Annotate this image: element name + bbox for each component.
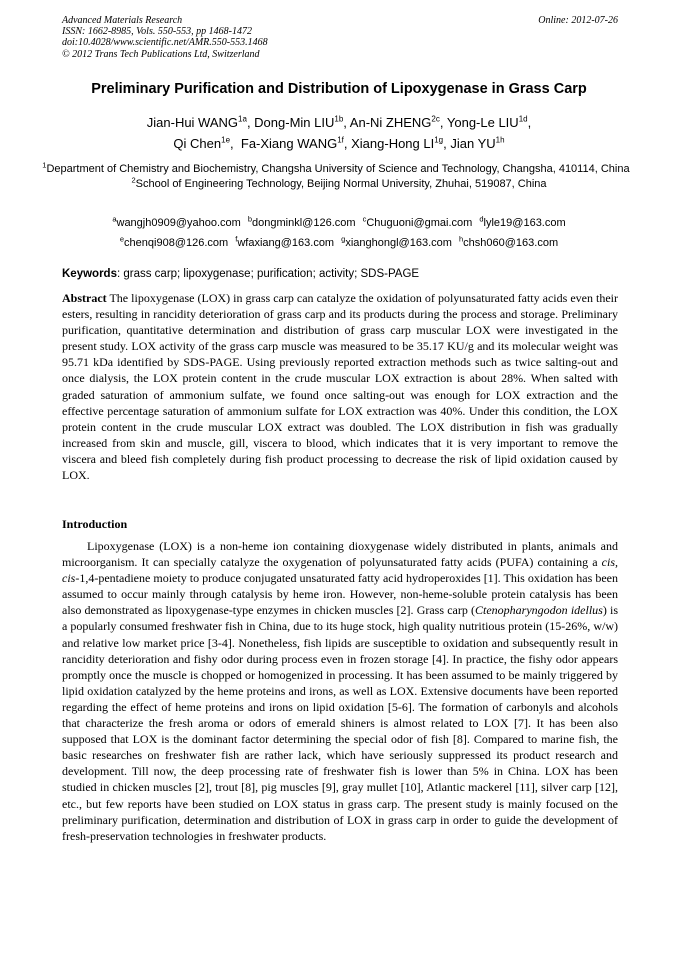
- author-sup: 1d: [518, 114, 528, 124]
- author-sup: 1h: [495, 135, 505, 145]
- email-item[interactable]: $^e$chenqi908@126.com: [119, 234, 229, 249]
- keywords-text: : grass carp; lipoxygenase; purification; activity; SDS-PAGE: [116, 268, 420, 280]
- affiliation-2: School of Engineering Technology, Beijing Normal University, Zhuhai, 519087, China: [135, 177, 547, 190]
- email-item[interactable]: $^f$wfaxiang@163.com: [235, 234, 335, 249]
- email-item[interactable]: $^h$chsh060@163.com: [458, 234, 559, 249]
- email-item[interactable]: $^a$wangjh0909@yahoo.com: [112, 214, 241, 229]
- keywords: [62, 266, 618, 282]
- abstract-text: The lipoxygenase (LOX) in grass carp can catalyze the oxidation of polyunsaturated fatty acids even their esters, resulting in rancidity deterioration of grass carp and its products during the process and storage. Preliminary purification, quantitative determination and distribution of grass carp muscular LOX were investigated in the present study. LOX activity of the grass carp muscle was measured to be 35.17 KU/g and its molecular weight was 95.71 kDa identified by SDS-PAGE. Using previously reported extraction methods such as twice salting-out and once dialysis, the LOX protein content in the crude muscular LOX extraction is about 28%. When salted with graded saturation of ammonium sulfate, we found once salting-out was enough for LOX extraction and the effective percentage saturation of ammonium sulfate for LOX extraction was 40%. Under this condition, the LOX protein content in the crude muscular LOX extract was doubled. The LOX distribution in fish was gradually increased from skin and muscle, gill, viscera to blood, which indicates that it is very important to remove the viscera and bleed fish completely during fish product processing to decrease the risk of lipid oxidation caused by LOX.: [62, 291, 618, 483]
- author-name: Dong-Min LIU: [254, 115, 335, 130]
- email-item[interactable]: $^g$xianghongl@163.com: [341, 234, 452, 249]
- author-sup: 1f: [337, 135, 344, 145]
- paper-title: Preliminary Purification and Distribution of Lipoxygenase in Grass Carp: [91, 81, 587, 97]
- online-date: Online: 2012-07-26: [538, 15, 618, 26]
- author-sup: 2c: [431, 114, 440, 124]
- author-name: An-Ni ZHENG: [349, 115, 432, 130]
- abstract-label: Abstract: [62, 291, 107, 305]
- abstract: [62, 290, 618, 483]
- author-sup: 1a: [238, 114, 247, 124]
- email-item[interactable]: $^b$dongminkl@126.com: [247, 214, 356, 229]
- author-name: Jian YU: [450, 136, 496, 151]
- affiliation-1: Department of Chemistry and Biochemistry, Changsha University of Science and Technology, Changsha, 410114, China: [46, 163, 630, 175]
- author-sup: 1e: [221, 135, 231, 145]
- author-name: Qi Chen: [173, 136, 222, 151]
- journal-name: Advanced Materials Research: [62, 15, 183, 26]
- author-name: Yong-Le LIU: [446, 115, 519, 130]
- issn-line: ISSN: 1662-8985, Vols. 550-553, pp 1468-1472: [62, 26, 252, 38]
- email-item[interactable]: $^c$Chuguoni@gmai.com: [362, 214, 473, 229]
- affiliations: [40, 162, 638, 191]
- doi-line[interactable]: doi:10.4028/www.scientific.net/AMR.550-553.1468: [62, 37, 268, 49]
- copyright-line: © 2012 Trans Tech Publications Ltd, Switzerland: [62, 48, 260, 60]
- author-name: Jian-Hui WANG: [146, 115, 239, 130]
- introduction-heading: Introduction: [62, 517, 128, 531]
- email-item[interactable]: $^d$lyle19@163.com: [479, 214, 566, 229]
- author-sup: 1b: [334, 114, 344, 124]
- cis-term: cis, cis: [62, 555, 618, 586]
- email-list: [40, 213, 638, 253]
- introduction-paragraph: Lipoxygenase (LOX) is a non-heme ion containing dioxygenase widely distributed in plants, animals and microorganism. It can specially catalyze the oxygenation of polyunsaturated fatty acids (PUFA) containing a cis, cis-1,4-pentadiene moiety to produce conjugated unsaturated fatty acid hydroperoxides [1]. This oxidation has been assumed to occur mainly through catalysis by heme iron. However, non-heme-soluble protein catalysis has been also demonstrated as lipoxygenase-type enzymes in chicken muscles [2]. Grass carp (Ctenopharyngodon idellus) is a popularly consumed freshwater fish in China, due to its huge stock, high quality nutritious protein (15-26%, w/w) and relative low market price [3-4]. Nonetheless, fish lipids are susceptible to oxidation and subsequently result in rancidity deterioration and fishy odor during process even in frozen storage [4]. In practice, the fishy odor appears promptly once the muscle is chopped or homogenized in processing. It has been assumed to be mainly triggered by lipid oxidation catalyzed by the heme proteins and irons, as well as LOX. Extensive documents have been reported regarding the effect of heme proteins and irons on lipid oxidation [5-6]. The formation of carbonyls and alcohols that characterize the fresh aroma or odors of emerald shiners is almost related to LOX [7]. It has been also supposed that LOX is the dominant factor determining the special odor of fish [8]. Compared to marine fish, the basic researches on freshwater fish are rather lack, which have seriously suppressed its product research and development. Till now, the deep processing rate of freshwater fish is lower than 5% in China. LOX has been studied in chicken muscles [2], trout [8], pig muscles [9], gray mullet [10], Atlantic mackerel [11], silver carp [12], etc., but few reports have been studied on LOX status in grass carp. The present study is mainly focused on the preliminary purification, determination and distribution of LOX in grass carp in order to guide the development of fresh-preservation technologies in freshwater products.: [62, 539, 618, 843]
- species-name: Ctenopharyngodon idellus: [475, 603, 603, 618]
- author-name: Xiang-Hong LI: [351, 136, 435, 151]
- journal-header: [62, 15, 618, 60]
- keywords-label: Keywords: [62, 268, 117, 280]
- author-list: Jian-Hui $WANG^{1a}$, Dong-Min $LIU^{1b}$, An-Ni $ZHENG^{2c}$, Yong-Le $LIU^{1d}$, Qi Chen$^{1e}$, Fa-Xiang $WANG^{1f}$, Xiang-Hong $LI^{1g}$, Jian $YU^{1h}$: [146, 114, 532, 151]
- author-sup: 1g: [434, 135, 444, 145]
- affil-sup: 1: [42, 160, 47, 170]
- affil-sup: 2: [131, 174, 136, 184]
- author-name: Fa-Xiang WANG: [240, 136, 338, 151]
